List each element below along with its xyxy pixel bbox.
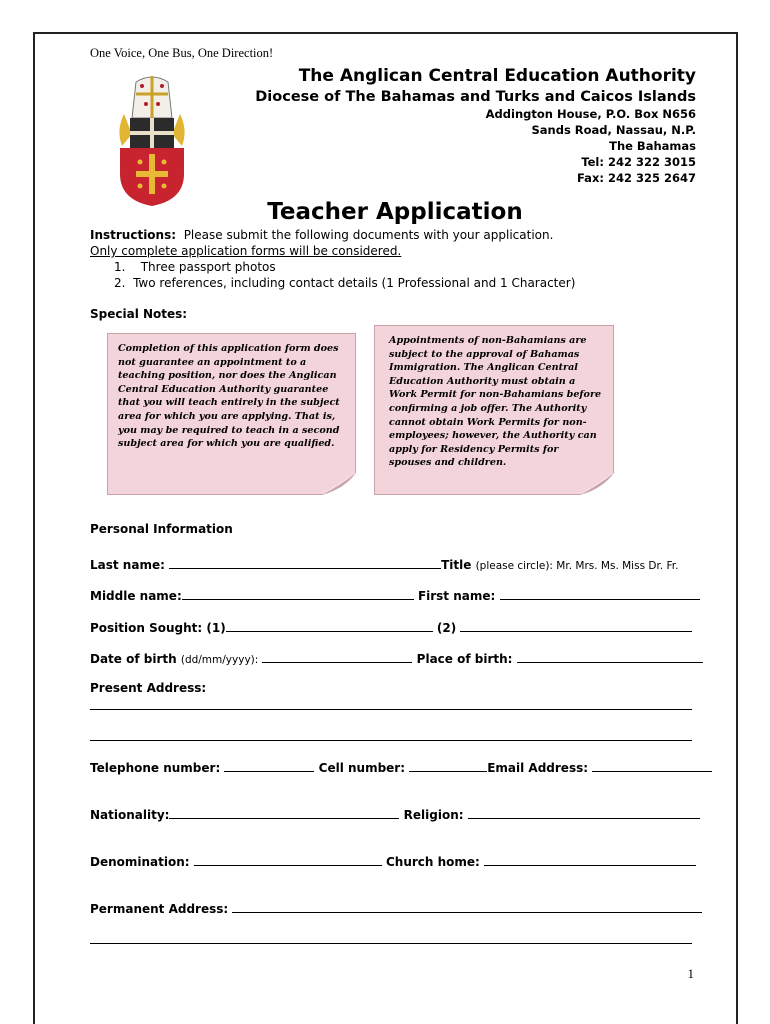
note-appointment-disclaimer: [107, 333, 356, 495]
church-home-label: Church home:: [385, 855, 480, 869]
dob-field[interactable]: [262, 650, 412, 663]
denomination-field[interactable]: [194, 853, 382, 866]
nationality-label: Nationality:: [90, 808, 170, 822]
position-label: Position Sought: (1): [90, 621, 226, 635]
instruction-item-references: 2. Two references, including contact details (1 Professional and 1 Character): [114, 276, 576, 290]
address-line: Addington House, P.O. Box N656: [485, 107, 696, 121]
title-label: Title: [441, 558, 472, 572]
email-field[interactable]: [592, 759, 712, 772]
instructions: [90, 228, 553, 242]
personal-info-heading: Personal Information: [90, 522, 233, 536]
present-address-label: Present Address:: [90, 681, 207, 695]
position-row: [90, 619, 692, 635]
address-line: The Bahamas: [609, 139, 696, 153]
diocese-crest-logo: [106, 74, 198, 208]
org-name: The Anglican Central Education Authority: [298, 66, 696, 86]
org-address: [486, 106, 696, 186]
page-curl-icon: [580, 473, 614, 495]
last-name-row: [90, 556, 678, 572]
position-1-field[interactable]: [226, 619, 433, 632]
page-number: 1: [687, 966, 694, 981]
special-notes-heading: Special Notes:: [90, 307, 188, 321]
last-name-field[interactable]: [169, 556, 441, 569]
note-appointment-text: Completion of this application form does not guarantee an appointment to a teaching position, nor does the Anglican Central Education Authority guarantee that you will teach entirely in the subject area for which you are applying. That is, you may be required to teach in a second subject area for which you are qualified.: [118, 343, 340, 450]
note-work-permit: [374, 325, 614, 495]
address-line: Tel: 242 322 3015: [581, 155, 696, 169]
permanent-address-row: [90, 900, 702, 916]
pob-field[interactable]: [517, 650, 703, 663]
email-label: Email Address:: [487, 761, 589, 775]
instructions-label: Instructions:: [90, 228, 177, 242]
position-2-field[interactable]: [460, 619, 692, 632]
permanent-address-label: Permanent Address:: [90, 902, 229, 916]
denomination-row: [90, 853, 696, 869]
present-address-line-2[interactable]: [90, 740, 692, 741]
instructions-text: Please submit the following documents with your application.: [183, 228, 554, 242]
address-line: Sands Road, Nassau, N.P.: [531, 123, 696, 137]
position-2-label: (2): [436, 621, 457, 635]
denomination-label: Denomination:: [90, 855, 190, 869]
nationality-field[interactable]: [169, 806, 399, 819]
present-address-line-1[interactable]: [90, 709, 692, 710]
permanent-address-field[interactable]: [232, 900, 702, 913]
contact-row: [90, 759, 712, 775]
page-title: Teacher Application: [267, 199, 523, 225]
note-work-permit-text: Appointments of non-Bahamians are subject to the approval of Bahamas Immigration. The Anglican Central Education Authority must obtain a Work Permit for non-Bahamians before confirming a job offer. The Authority cannot obtain Work Permits for non-employees; however, the Authority can apply for Residency Permits for spouses and children.: [389, 335, 602, 469]
birth-row: [90, 650, 703, 666]
name-row: [90, 587, 700, 603]
last-name-label: Last name:: [90, 558, 165, 572]
diocese-name: Diocese of The Bahamas and Turks and Caicos Islands: [255, 89, 696, 105]
first-name-field[interactable]: [500, 587, 700, 600]
cell-label: Cell number:: [318, 761, 406, 775]
instructions-requirement: Only complete application forms will be considered.: [90, 244, 402, 258]
dob-label: Date of birth: [90, 652, 177, 666]
title-options[interactable]: (please circle): Mr. Mrs. Ms. Miss Dr. Fr.: [475, 560, 679, 572]
permanent-address-line-2[interactable]: [90, 943, 692, 944]
telephone-field[interactable]: [224, 759, 314, 772]
middle-name-field[interactable]: [182, 587, 414, 600]
first-name-label: First name:: [417, 589, 496, 603]
motto: One Voice, One Bus, One Direction!: [90, 46, 274, 60]
cell-field[interactable]: [409, 759, 487, 772]
church-home-field[interactable]: [484, 853, 696, 866]
religion-label: Religion:: [403, 808, 464, 822]
page-curl-icon: [322, 473, 356, 495]
telephone-label: Telephone number:: [90, 761, 221, 775]
dob-format-hint: (dd/mm/yyyy):: [180, 654, 259, 666]
nationality-row: [90, 806, 700, 822]
instruction-item-photos: 1. Three passport photos: [114, 260, 276, 274]
pob-label: Place of birth:: [416, 652, 513, 666]
religion-field[interactable]: [468, 806, 700, 819]
middle-name-label: Middle name:: [90, 589, 182, 603]
address-line: Fax: 242 325 2647: [577, 171, 696, 185]
